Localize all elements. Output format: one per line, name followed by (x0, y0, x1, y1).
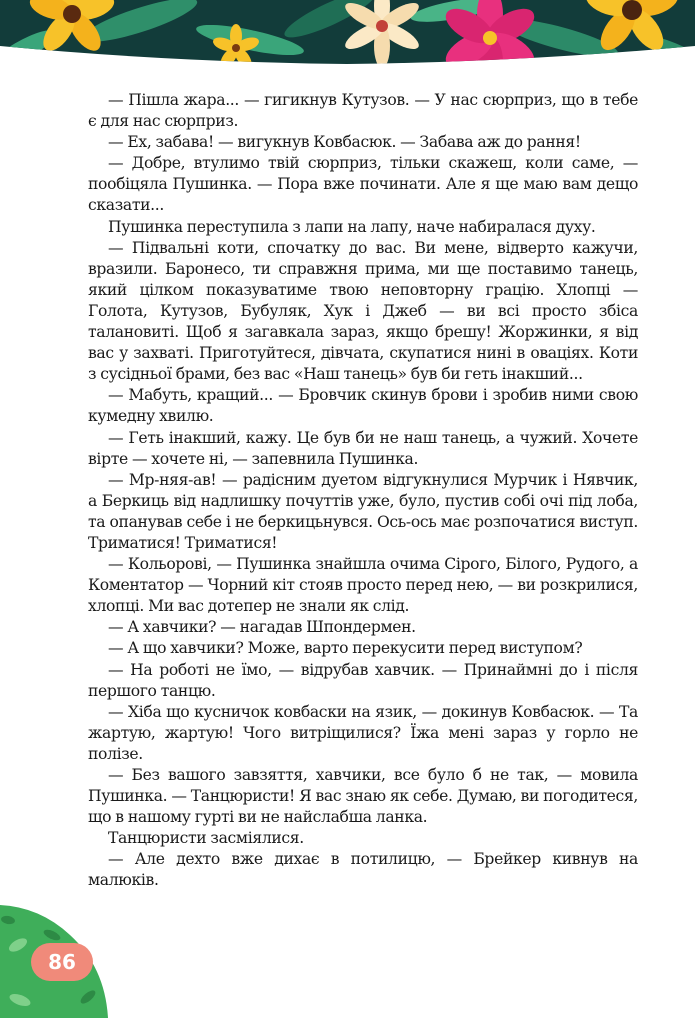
paragraph: — Мр-няя-ав! — радісним дуетом відгукнулися Мурчик і Нявчик, а Беркиць від надлишку почуттів уже, було, пустив собі очі під лоба, та опанував себе і не беркицьнувся. Ось-ось має розпочатися виступ. Триматися! Триматися! (88, 470, 638, 552)
page-number: 86 (31, 943, 93, 981)
paragraph: — Кольорові, — Пушинка знайшла очима Сірого, Білого, Рудого, а Коментатор — Чорний кіт стояв просто перед нею, — ви розкрилися, хлопці. Ми вас дотепер не знали як слід. (88, 555, 638, 616)
flower-banner (0, 0, 695, 66)
paragraph: — Ех, забава! — вигукнув Ковбасюк. — Забава аж до рання! (108, 133, 581, 152)
paragraph: — Геть інакший, кажу. Це був би не наш танець, а чужий. Хочете вірте — хочете ні, — запевнила Пушинка. (88, 428, 638, 468)
paragraph: Пушинка переступила з лапи на лапу, наче набиралася духу. (108, 217, 596, 236)
paragraph: — Пішла жара... — гигикнув Кутузов. — У нас сюрприз, що в тебе є для нас сюрприз. (88, 91, 638, 131)
paragraph: — На роботі не їмо, — відрубав хавчик. — Принаймні до і після першого танцю. (88, 660, 638, 700)
paragraph: — А хавчики? — нагадав Шпондермен. (108, 618, 416, 637)
paragraph: — Але дехто вже дихає в потилицю, — Брейкер кивнув на малюків. (88, 850, 638, 890)
paragraph: — Добре, втулимо твій сюрприз, тільки скажеш, коли саме, — пообіцяла Пушинка. — Пора вже починати. Але я ще маю вам дещо сказати... (88, 154, 638, 215)
paragraph: — Підвальні коти, спочатку до вас. Ви мене, відверто кажучи, вразили. Баронесо, ти справжня прима, ми ще поставимо танець, який цілком показуватиме твою неповторну грацію. Хлопці — Голота, Кутузов, Бубуляк, Хук і Джеб — ви всі просто збіса талановиті. Щоб я загавкала зараз, якщо брешу! Жоржинки, я від вас у захваті. Приготуйтеся, дівчата, скупатися нині в оваціях. Коти з сусідньої брами, без вас «Наш танець» був би геть інакший... (88, 238, 638, 384)
paragraph: — А що хавчики? Може, варто перекусити перед виступом? (108, 639, 583, 658)
paragraph: — Без вашого завзяття, хавчики, все було б не так, — мовила Пушинка. — Танцюристи! Я вас знаю як себе. Думаю, ви погодитеся, що в нашому гурті ви не найслабша ланка. (88, 766, 638, 827)
paragraph: — Хіба що кусничок ковбаски на язик, — докинув Ковбасюк. — Та жартую, жартую! Чого витріщилися? Їжа мені зараз у горло не полізе. (88, 702, 638, 763)
story-text (88, 90, 638, 892)
paragraph: Танцюристи засміялися. (108, 829, 304, 848)
paragraph: — Мабуть, кращий... — Бровчик скинув брови і зробив ними свою кумедну хвилю. (88, 386, 638, 426)
